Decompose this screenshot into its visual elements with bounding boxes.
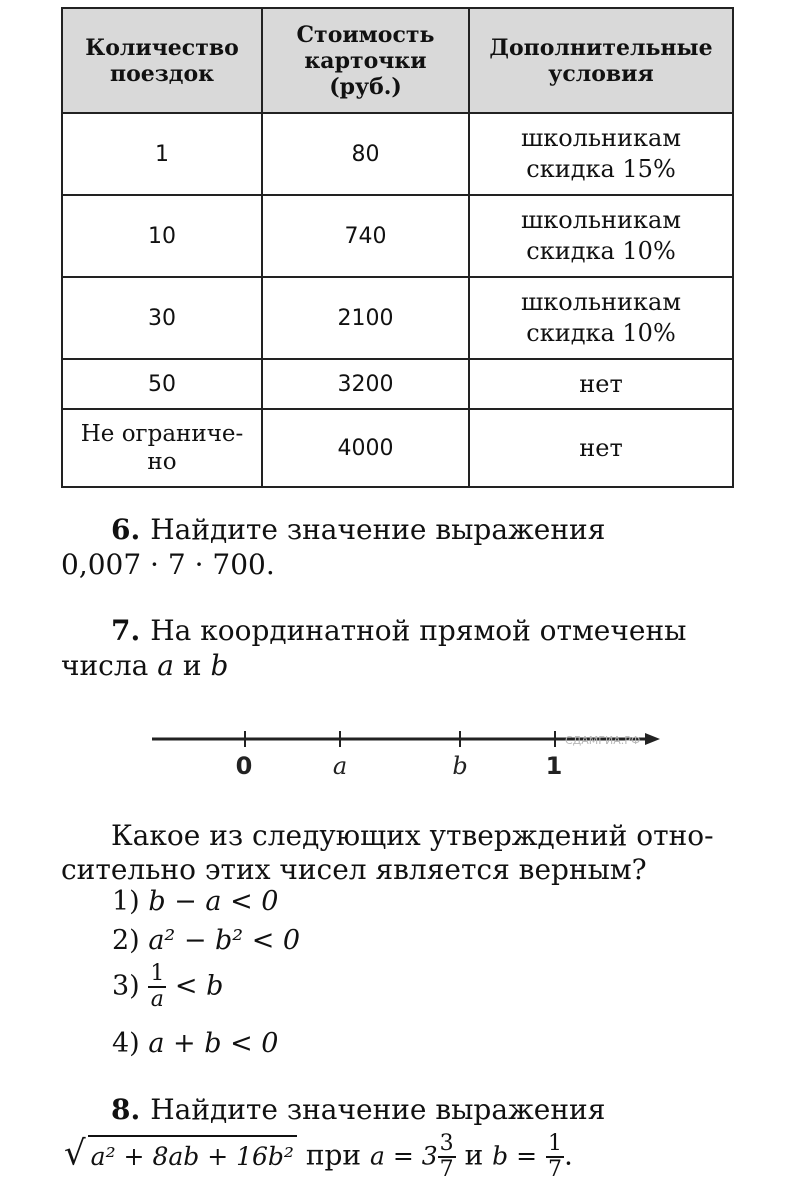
header-cost: Стоимость карточки (руб.) [262,8,469,113]
fraction-denominator: 7 [439,1157,454,1182]
q8-text: Найдите значение выражения [150,1093,606,1126]
option-number: 4) [112,1028,140,1059]
cell-trips: Не ограниче-но [62,409,262,487]
cell-condition: школьникам скидка 10% [469,195,733,277]
cell-cost: 3200 [262,359,469,409]
label-zero: 0 [235,752,253,780]
cell-trips: 10 [62,195,262,277]
q7-line1 [111,614,686,648]
option-fraction [148,962,166,1012]
q6-line1 [111,513,605,547]
table-row [62,409,733,487]
sqrt-icon: √ [64,1133,86,1174]
cell-cost: 4000 [262,409,469,487]
q7-text-numbers: числа [61,649,149,682]
q7-question-line1: Какое из следующих утверждений отно- [111,819,714,852]
q7-number: 7. [111,614,141,647]
sqrt-radicand: a² + 8ab + 16b² [88,1135,297,1177]
q7-line2 [61,649,228,683]
cell-trips: 30 [62,277,262,359]
cell-condition: школьникам скидка 10% [469,277,733,359]
table-row [62,359,733,409]
option-number: 1) [112,886,140,917]
q8-expression [64,1132,573,1182]
fare-table [61,7,734,488]
fraction-numerator: 3 [439,1131,454,1156]
table-header-row [62,8,733,113]
table-row [62,113,733,195]
q7-var-a: a [157,649,174,682]
q8-and: и [464,1138,484,1172]
watermark: СДАМГИА.РФ [565,734,641,747]
q7-var-b: b [210,649,229,682]
option-expression: a² − b² < 0 [148,925,301,956]
q8-b-fraction [546,1132,564,1182]
option-number: 2) [112,925,140,956]
q6-number: 6. [111,513,141,546]
option-3 [112,962,223,1012]
option-expression: a + b < 0 [148,1028,279,1059]
q7-text: На координатной прямой отмечены [150,614,687,647]
option-1 [112,886,278,918]
arrow-icon [645,733,660,745]
q8-pri: при [305,1138,362,1172]
cell-condition: нет [469,359,733,409]
option-expression: b − a < 0 [148,886,279,917]
option-2 [112,925,300,957]
header-trips: Количество поездок [62,8,262,113]
table-row [62,277,733,359]
q8-end: . [563,1138,573,1172]
cell-cost: 2100 [262,277,469,359]
fraction-denominator: a [150,987,164,1012]
q6-text: Найдите значение выражения [150,513,606,546]
cell-cost: 740 [262,195,469,277]
q8-a-eq: a = 3 [370,1141,438,1171]
header-conditions: Дополнительные условия [469,8,733,113]
number-line [140,720,670,790]
q8-number: 8. [111,1093,141,1126]
q8-a-fraction [438,1132,456,1182]
cell-condition: школьникам скидка 15% [469,113,733,195]
label-one: 1 [545,752,563,780]
option-4 [112,1028,278,1060]
q6-expression: 0,007 · 7 · 700. [61,548,275,581]
label-b: b [452,752,468,780]
cell-trips: 1 [62,113,262,195]
table-row [62,195,733,277]
option-number: 3) [112,970,140,1002]
cell-condition: нет [469,409,733,487]
cell-trips: 50 [62,359,262,409]
cell-cost: 80 [262,113,469,195]
label-a: a [332,752,348,780]
q8-b-eq: b = [492,1141,538,1171]
fraction-numerator: 1 [150,961,165,986]
option-expression: < b [174,970,224,1002]
fraction-denominator: 7 [547,1157,562,1182]
q7-conj: и [182,649,202,682]
q7-question-line2: сительно этих чисел является верным? [61,853,647,886]
q8-line1 [111,1093,605,1127]
fraction-numerator: 1 [547,1131,562,1156]
